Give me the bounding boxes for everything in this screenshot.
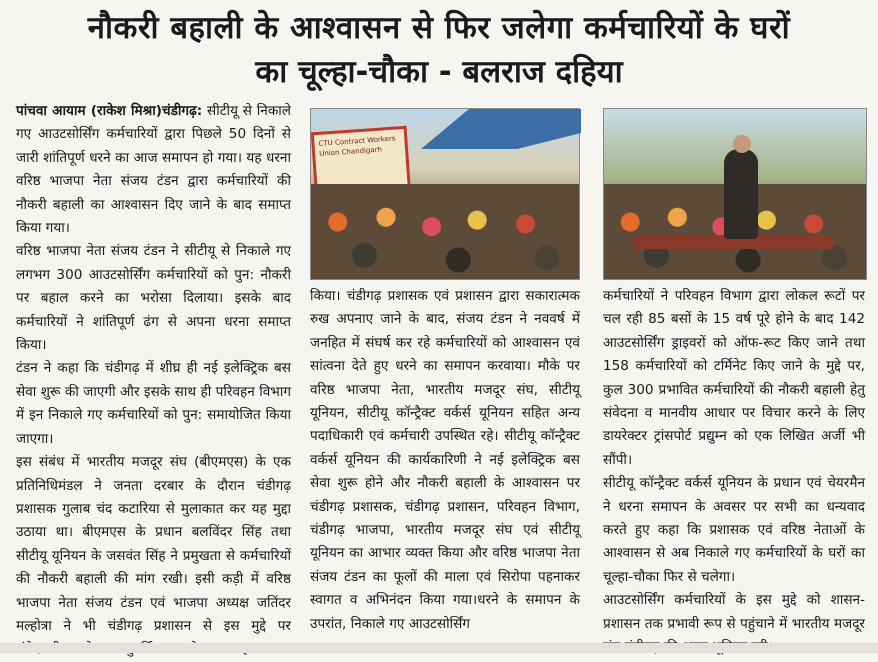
headline-line-1: नौकरी बहाली के आश्वासन से फिर जलेगा कर्मचारियों के घरों <box>87 10 791 46</box>
byline: पांचवा आयाम (राकेश मिश्रा)चंडीगढ़: <box>16 103 203 119</box>
photo-protest-gathering <box>310 108 580 280</box>
paragraph <box>16 100 291 240</box>
tent-shape <box>421 109 581 149</box>
headline-line-2: का चूल्हा-चौका - बलराज दहिया <box>255 54 623 90</box>
paragraph: किया। चंडीगढ़ प्रशासक एवं प्रशासन द्वारा सकारात्मक रुख अपनाए जाने के बाद, संजय टंडन ने नववर्ष में जनहित में संघर्ष कर रहे कर्मचारियों को आश्वासन एवं सांत्वना देते हुए धरने का समापन करवाया। मौके पर वरिष्ठ भाजपा नेता, भारतीय मजदूर संघ, सीटीयू यूनियन, सीटीयू कॉन्ट्रैक्ट वर्कर्स यूनियन सहित अन्य पदाधिकारी एवं कर्मचारी उपस्थित रहे। सीटीयू कॉन्ट्रैक्ट वर्कर्स यूनियन की कार्यकारिणी ने नई इलेक्ट्रिक बस सेवा शुरू होने और नौकरी बहाली के आश्वासन पर चंडीगढ़ प्रशासक, चंडीगढ़ प्रशासन, परिवहन विभाग, चंडीगढ़ भाजपा, भारतीय मजदूर संघ एवं सीटीयू यूनियन का आभार व्यक्त किया और वरिष्ठ भाजपा नेता संजय टंडन का फूलों की माला एवं सिरोपा पहनाकर स्वागत व अभिनंदन किया गया।धरने के समापन के उपरांत, निकाले गए आउटसोर्सिंग <box>310 288 580 632</box>
paragraph: सीटीयू कॉन्ट्रैक्ट वर्कर्स यूनियन के प्रधान एवं चेयरमैन ने धरना समापन के अवसर पर सभी का धन्यवाद करते हुए कहा कि प्रशासक एवं वरिष्ठ नेताओं के आश्वासन से अब निकाले गए कर्मचारियों के घरों का चूल्हा-चौका फिर से चलेगा। <box>603 475 865 585</box>
article-column-3 <box>603 285 865 640</box>
headline <box>0 0 878 96</box>
article-column-1 <box>16 100 291 640</box>
photo-speaker-address <box>603 108 867 280</box>
union-banner: CTU Contract Workers Union Chandigarh <box>311 126 412 203</box>
article-column-2 <box>310 285 580 640</box>
paragraph-text: सीटीयू से निकाले गए आउटसोर्सिंग कर्मचारियों द्वारा पिछले 50 दिनों से जारी शांतिपूर्ण धरने का आज समापन हो गया। यह धरना वरिष्ठ भाजपा नेता संजय टंडन द्वारा कर्मचारियों की नौकरी बहाली का आश्वासन दिए जाने के बाद समाप्त किया गया। <box>16 103 292 237</box>
paragraph: कर्मचारियों ने परिवहन विभाग द्वारा लोकल रूटों पर चल रही 85 बसों के 15 वर्ष पूरे होने के बाद 142 आउटसोर्सिंग ड्राइवरों को ऑफ-रूट किए जाने तथा 158 कर्मचारियों को टर्मिनेट किए जाने के मुद्दे पर, कुल 300 प्रभावित कर्मचारियों की नौकरी बहाली हेतु संवेदना व मानवीय आधार पर विचार करने के लिए डायरेक्टर ट्रांसपोर्ट प्रद्युम्न को एक लिखित अर्जी भी सौंपी। <box>603 288 865 468</box>
paragraph: टंडन ने कहा कि चंडीगढ़ में शीघ्र ही नई इलेक्ट्रिक बस सेवा शुरू की जाएगी और इसके साथ ही परिवहन विभाग में इन निकाले गए कर्मचारियों को पुन: समायोजित किया जाएगा। <box>16 360 291 447</box>
paragraph: इस संबंध में भारतीय मजदूर संघ (बीएमएस) के एक प्रतिनिधिमंडल ने जनता दरबार के दौरान चंडीगढ़ प्रशासक गुलाब चंद कटारिया से मुलाकात कर यह मुद्दा उठाया था। बीएमएस के प्रधान बलविंदर सिंह तथा सीटीयू यूनियन के जसवंत सिंह ने प्रमुखता से कर्मचारियों की नौकरी बहाली की मांग रखी। इसी कड़ी में वरिष्ठ भाजपा नेता संजय टंडन एवं भाजपा अध्यक्ष जतिंदर मल्होत्रा ने भी चंडीगढ़ प्रशासन से इस मुद्दे पर <box>16 454 291 634</box>
paragraph: आउटसोर्सिंग कर्मचारियों के इस मुद्दे को शासन-प्रशासन तक प्रभावी रूप से पहुंचाने में भारतीय मजदूर <box>603 592 865 632</box>
speaker-figure <box>724 149 758 239</box>
paragraph: वरिष्ठ भाजपा नेता संजय टंडन ने सीटीयू से निकाले गए लगभग 300 आउटसोर्सिंग कर्मचारियों को पुन: नौकरी पर बहाल करने का भरोसा दिलाया। इसके बाद कर्मचारियों ने शांतिपूर्ण ढंग से अपना धरना समाप्त किया। <box>16 243 291 354</box>
crowd <box>311 184 579 279</box>
page-bottom-strip <box>0 643 878 653</box>
